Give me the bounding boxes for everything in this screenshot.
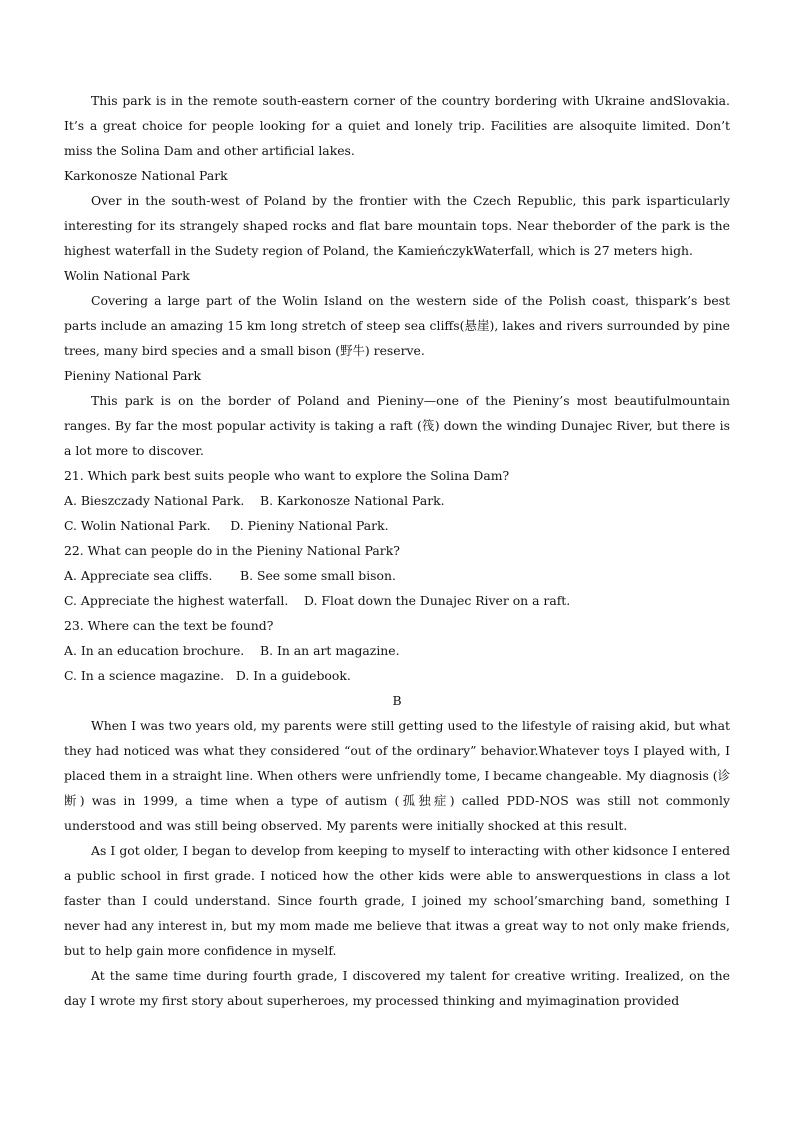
park-paragraph-wolin: Covering a large part of the Wolin Island on the western side of the Polish coast, thispark’s best parts include an amazing 15 km long stretch of steep sea cliffs(悬崖), lakes and rivers surrounded by pine trees, many bird species and a small bison (野牛) reserve.	[64, 293, 730, 358]
section-b-heading: B	[392, 693, 402, 708]
answer-options-row: C. Appreciate the highest waterfall. D. Float down the Dunajec River on a raft.	[64, 593, 571, 608]
section-b-paragraph: At the same time during fourth grade, I discovered my talent for creative writing. Irealized, on the day I wrote my first story about superheroes, my processed thinking and myimagination provided	[64, 968, 730, 1008]
answer-options-row: A. In an education brochure. B. In an art magazine.	[64, 643, 400, 658]
park-paragraph-karkonosze: Over in the south-west of Poland by the frontier with the Czech Republic, this park isparticularly interesting for its strangely shaped rocks and flat bare mountain tops. Near theborder of the park is the highest waterfall in the Sudety region of Poland, the KamieńczykWaterfall, which is 27 meters high.	[64, 193, 730, 258]
question-stem: 23. Where can the text be found?	[64, 618, 274, 633]
question-stem: 21. Which park best suits people who want to explore the Solina Dam?	[64, 468, 510, 483]
intro-paragraph: This park is in the remote south-eastern corner of the country bordering with Ukraine andSlovakia. It’s a great choice for people looking for a quiet and lonely trip. Facilities are alsoquite limited. Don’t miss the Solina Dam and other artificial lakes.	[64, 93, 730, 158]
question-stem: 22. What can people do in the Pieniny National Park?	[64, 543, 400, 558]
question-21	[64, 463, 730, 538]
answer-options-row: A. Bieszczady National Park. B. Karkonosze National Park.	[64, 493, 445, 508]
section-b-paragraph: When I was two years old, my parents were still getting used to the lifestyle of raising akid, but what they had noticed was what they considered “out of the ordinary” behavior.Whatever toys I played with, I placed them in a straight line. When others were unfriendly tome, I became changeable. My diagnosis (诊断) was in 1999, a time when a type of autism (孤独症) called PDD-NOS was still not commonly understood and was still being observed. My parents were initially shocked at this result.	[64, 718, 730, 833]
answer-options-row: A. Appreciate sea cliffs. B. See some small bison.	[64, 568, 396, 583]
answer-options-row: C. Wolin National Park. D. Pieniny National Park.	[64, 518, 389, 533]
park-heading-wolin: Wolin National Park	[64, 268, 190, 283]
park-paragraph-pieniny: This park is on the border of Poland and Pieniny—one of the Pieniny’s most beautifulmountain ranges. By far the most popular activity is taking a raft (筏) down the winding Dunajec River, but there is a lot more to discover.	[64, 393, 730, 458]
answer-options-row: C. In a science magazine. D. In a guidebook.	[64, 668, 351, 683]
park-heading-karkonosze: Karkonosze National Park	[64, 168, 228, 183]
park-heading-pieniny: Pieniny National Park	[64, 368, 201, 383]
question-22	[64, 538, 730, 613]
section-b-paragraph: As I got older, I began to develop from keeping to myself to interacting with other kidsonce I entered a public school in first grade. I noticed how the other kids were able to answerquestions in class a lot faster than I could understand. Since fourth grade, I joined my school’smarching band, something I never had any interest in, but my mom made me believe that itwas a great way to not only make friends, but to help gain more confidence in myself.	[64, 843, 730, 958]
document-page	[64, 88, 730, 1013]
question-23	[64, 613, 730, 688]
